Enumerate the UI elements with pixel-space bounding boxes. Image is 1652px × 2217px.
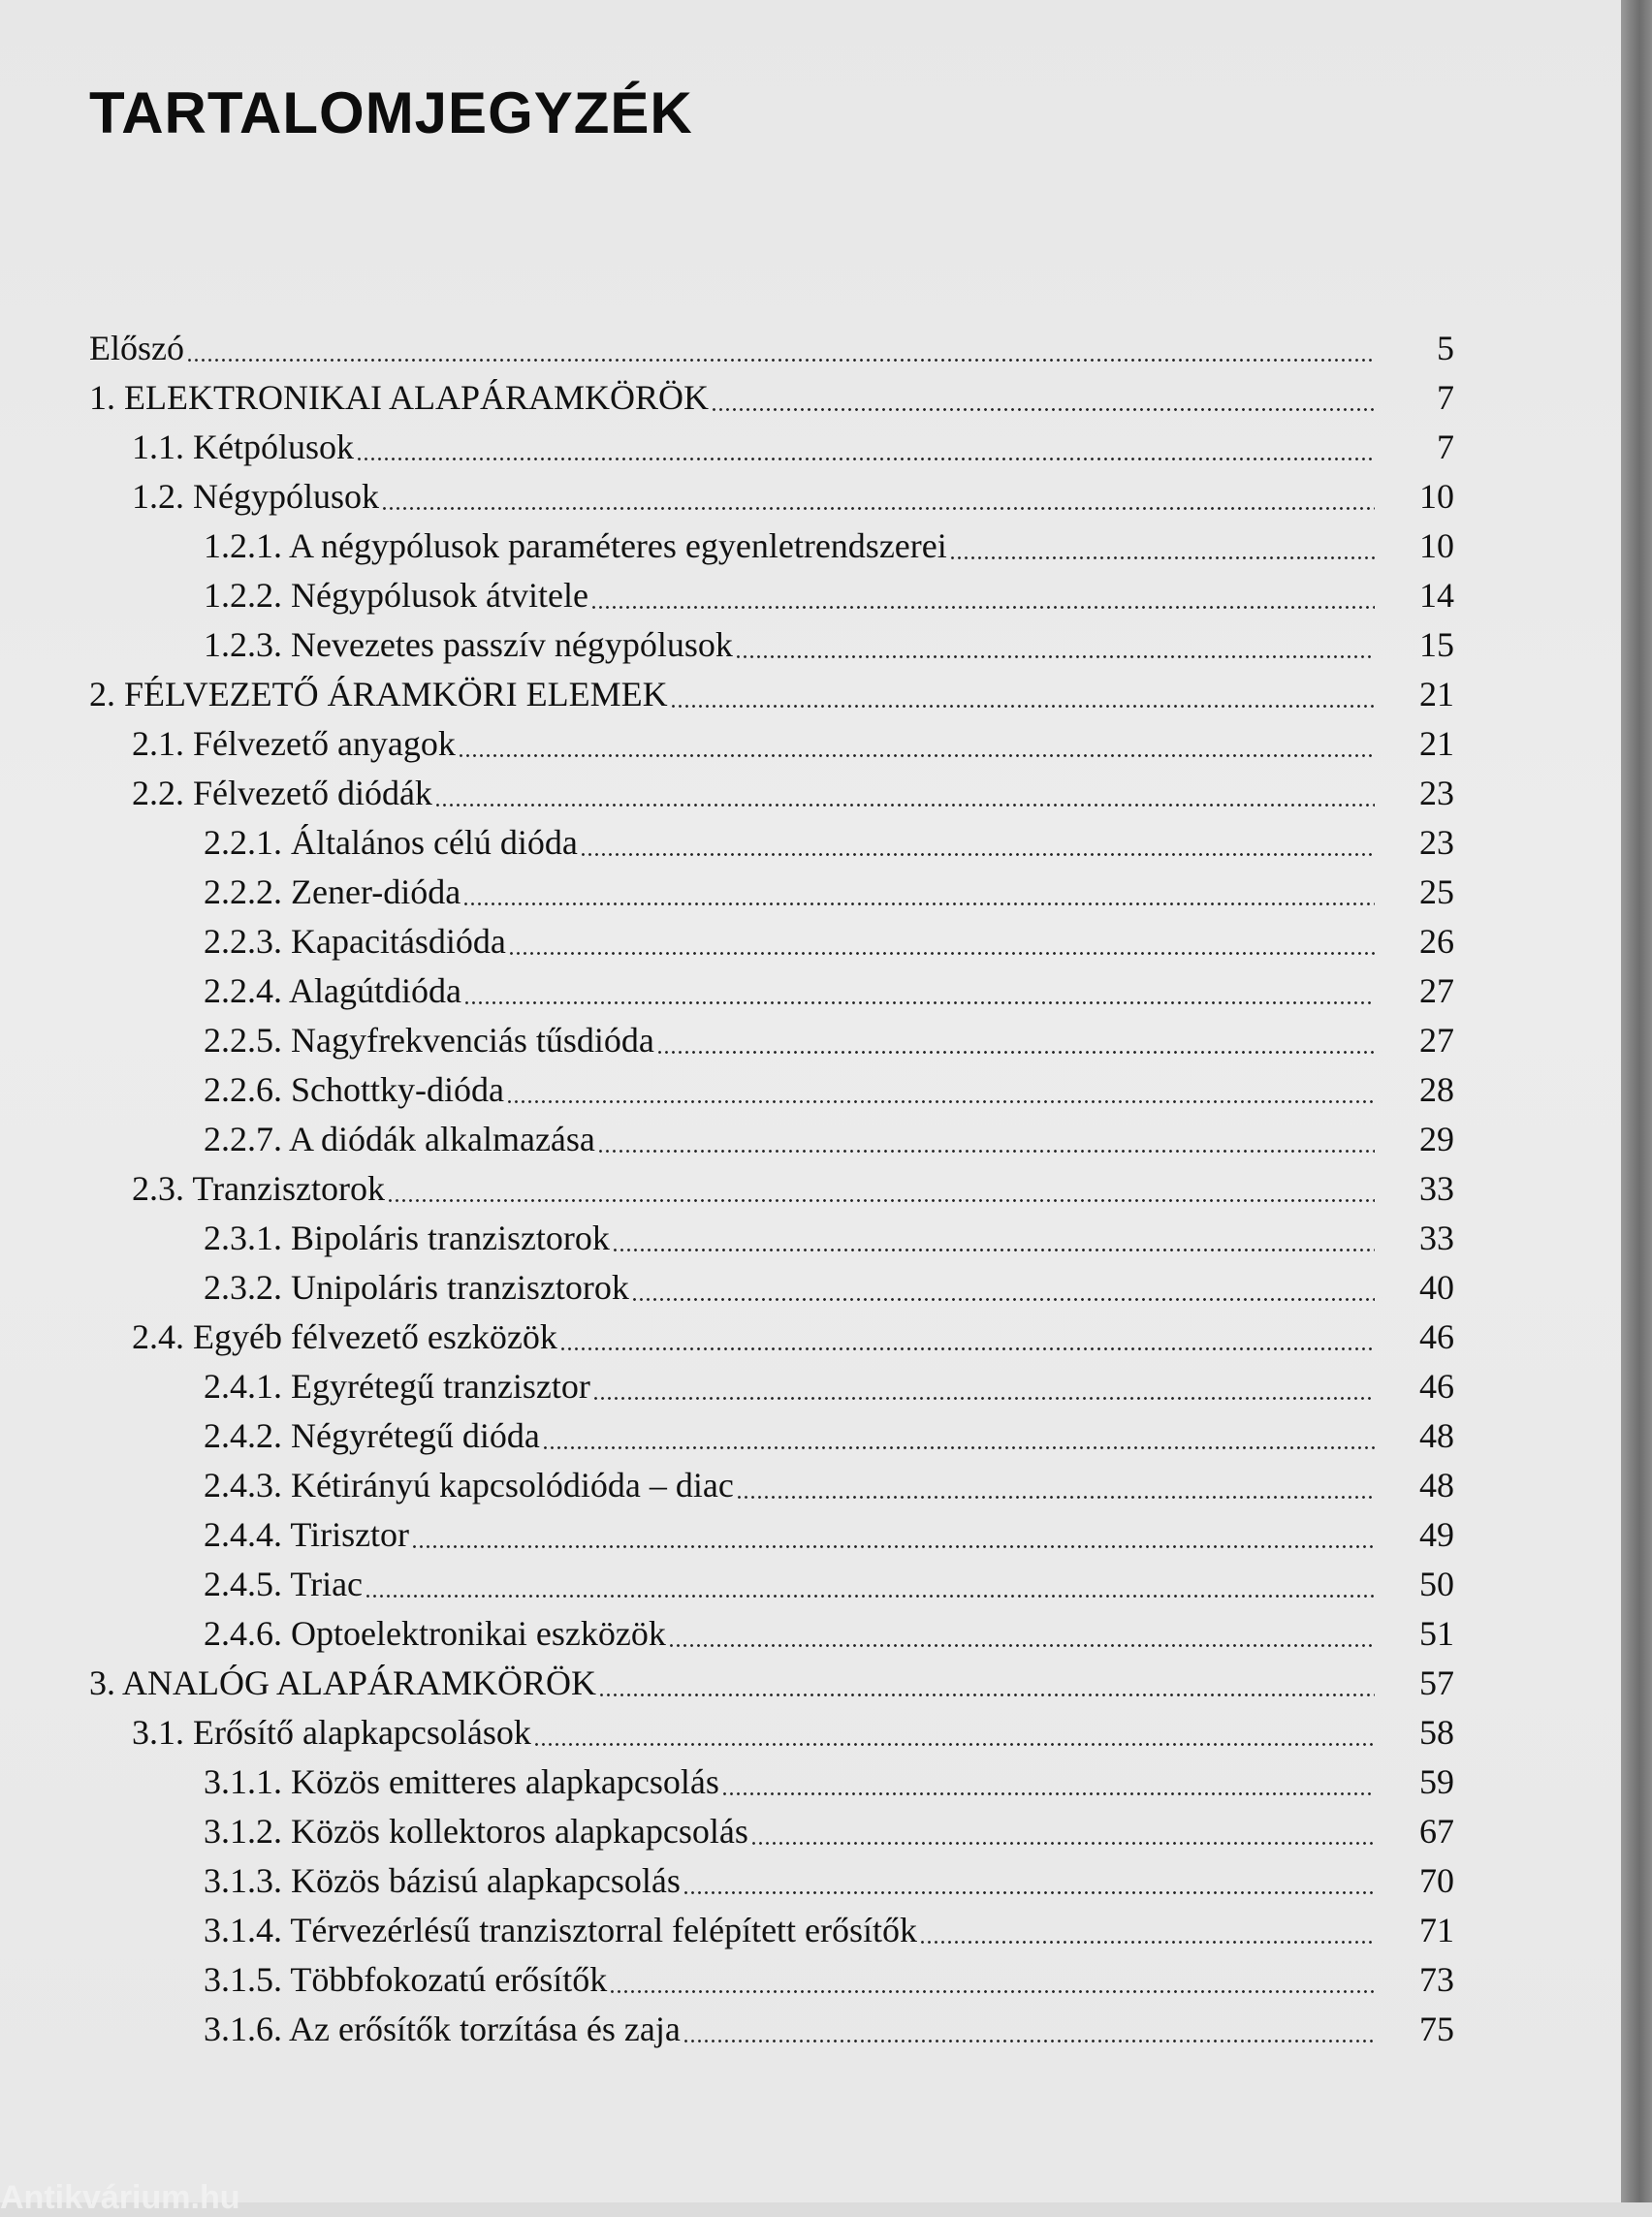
toc-entry-label: 1. ELEKTRONIKAI ALAPÁRAMKÖRÖK <box>89 378 709 417</box>
toc-entry <box>0 1362 1621 1411</box>
toc-entry-label: 2.2.4. Alagútdióda <box>204 971 461 1010</box>
toc-page-number: 23 <box>1419 823 1454 862</box>
toc-page-number: 21 <box>1419 724 1454 763</box>
toc-dot-leader <box>735 620 1375 670</box>
toc-entry-label: 2.4.4. Tirisztor <box>204 1515 410 1554</box>
toc-dot-leader <box>434 769 1375 818</box>
toc-dot-leader <box>590 571 1375 620</box>
toc-entry <box>0 571 1621 620</box>
toc-page-number: 5 <box>1437 329 1454 367</box>
toc-dot-leader <box>186 324 1375 373</box>
toc-page-number: 49 <box>1419 1515 1454 1554</box>
toc-dot-leader <box>609 1955 1375 2005</box>
toc-entry-label: 2.2.7. A diódák alkalmazása <box>204 1120 595 1158</box>
toc-entry-label: 1.2.1. A négypólusok paraméteres egyenletrendszerei <box>204 526 947 565</box>
toc-dot-leader <box>711 373 1375 423</box>
page-edge <box>1621 0 1652 2202</box>
toc-entry-label: 2.4.5. Triac <box>204 1565 364 1603</box>
toc-entry-label: 2.4. Egyéb félvezető eszközök <box>132 1317 557 1356</box>
toc-dot-leader <box>592 1362 1375 1411</box>
toc-entry <box>0 423 1621 472</box>
toc-entry <box>0 1807 1621 1856</box>
toc-entry <box>0 1708 1621 1758</box>
toc-dot-leader <box>949 522 1375 571</box>
toc-entry <box>0 1659 1621 1708</box>
toc-entry <box>0 1758 1621 1807</box>
toc-dot-leader <box>411 1510 1375 1560</box>
toc-entry <box>0 868 1621 917</box>
toc-dot-leader <box>580 818 1375 868</box>
toc-page-number: 57 <box>1419 1663 1454 1702</box>
toc-entry <box>0 1214 1621 1263</box>
toc-entry-label: 3.1.2. Közös kollektoros alapkapcsolás <box>204 1812 748 1851</box>
toc-entry <box>0 1016 1621 1065</box>
toc-entry <box>0 966 1621 1016</box>
toc-dot-leader <box>356 423 1375 472</box>
toc-dot-leader <box>381 472 1375 522</box>
toc-entry <box>0 1560 1621 1609</box>
toc-entry-label: 2.4.2. Négyrétegű dióda <box>204 1416 540 1455</box>
toc-page-number: 75 <box>1419 2010 1454 2048</box>
toc-entry-label: Előszó <box>89 329 184 367</box>
toc-entry-label: 2.2.3. Kapacitásdióda <box>204 922 506 961</box>
toc-list <box>0 324 1621 2054</box>
toc-page-number: 27 <box>1419 1021 1454 1060</box>
toc-dot-leader <box>462 868 1375 917</box>
toc-entry-label: 2.2.5. Nagyfrekvenciás tűsdióda <box>204 1021 654 1060</box>
toc-entry-label: 2.2.6. Schottky-dióda <box>204 1070 504 1109</box>
toc-entry-label: 2.3.1. Bipoláris tranzisztorok <box>204 1219 610 1257</box>
toc-page-number: 25 <box>1419 872 1454 911</box>
toc-page-number: 50 <box>1419 1565 1454 1603</box>
toc-entry-label: 3.1.6. Az erősítők torzítása és zaja <box>204 2010 681 2048</box>
toc-page-number: 26 <box>1419 922 1454 961</box>
toc-page-number: 46 <box>1419 1367 1454 1406</box>
toc-entry <box>0 769 1621 818</box>
toc-dot-leader <box>919 1906 1375 1955</box>
toc-entry <box>0 1955 1621 2005</box>
toc-entry-label: 3.1.3. Közös bázisú alapkapcsolás <box>204 1861 681 1900</box>
toc-entry-label: 1.2. Négypólusok <box>132 477 379 516</box>
toc-dot-leader <box>750 1807 1375 1856</box>
toc-entry <box>0 1609 1621 1659</box>
toc-entry <box>0 1263 1621 1313</box>
watermark-text: Antikvárium.hu <box>0 2179 240 2216</box>
toc-dot-leader <box>506 1065 1375 1115</box>
toc-page-number: 27 <box>1419 971 1454 1010</box>
toc-dot-leader <box>542 1411 1375 1461</box>
toc-page-number: 10 <box>1419 477 1454 516</box>
toc-dot-leader <box>387 1164 1375 1214</box>
toc-entry-label: 2.3. Tranzisztorok <box>132 1169 385 1208</box>
toc-entry <box>0 719 1621 769</box>
toc-dot-leader <box>458 719 1375 769</box>
toc-dot-leader <box>559 1313 1375 1362</box>
toc-page-number: 58 <box>1419 1713 1454 1752</box>
toc-dot-leader <box>736 1461 1375 1510</box>
toc-entry-label: 2.2. Félvezető diódák <box>132 774 432 812</box>
toc-entry-label: 1.2.3. Nevezetes passzív négypólusok <box>204 625 733 664</box>
toc-dot-leader <box>668 1609 1375 1659</box>
toc-page-number: 51 <box>1419 1614 1454 1653</box>
toc-dot-leader <box>631 1263 1375 1313</box>
toc-dot-leader <box>612 1214 1375 1263</box>
toc-entry-label: 2.1. Félvezető anyagok <box>132 724 456 763</box>
toc-page-number: 40 <box>1419 1268 1454 1307</box>
toc-entry <box>0 620 1621 670</box>
toc-entry <box>0 1164 1621 1214</box>
toc-page-number: 48 <box>1419 1466 1454 1504</box>
toc-entry-label: 3.1.1. Közös emitteres alapkapcsolás <box>204 1762 719 1801</box>
toc-entry-label: 3.1.5. Többfokozatú erősítők <box>204 1960 608 1999</box>
toc-page-number: 33 <box>1419 1219 1454 1257</box>
toc-entry <box>0 917 1621 966</box>
toc-dot-leader <box>597 1115 1375 1164</box>
toc-entry-label: 2.3.2. Unipoláris tranzisztorok <box>204 1268 629 1307</box>
toc-entry <box>0 1510 1621 1560</box>
toc-entry-label: 2.2.1. Általános célú dióda <box>204 823 578 862</box>
toc-entry-label: 3.1.4. Térvezérlésű tranzisztorral felépített erősítők <box>204 1911 918 1949</box>
toc-entry-label: 2.4.3. Kétirányú kapcsolódióda – diac <box>204 1466 734 1504</box>
toc-entry <box>0 1313 1621 1362</box>
toc-page-number: 67 <box>1419 1812 1454 1851</box>
toc-page-number: 14 <box>1419 576 1454 615</box>
toc-entry <box>0 1461 1621 1510</box>
toc-entry <box>0 522 1621 571</box>
toc-entry-label: 2.2.2. Zener-dióda <box>204 872 461 911</box>
toc-entry <box>0 324 1621 373</box>
toc-page-number: 7 <box>1437 428 1454 466</box>
toc-page-number: 15 <box>1419 625 1454 664</box>
toc-page-number: 73 <box>1419 1960 1454 1999</box>
toc-dot-leader <box>721 1758 1375 1807</box>
toc-page-number: 29 <box>1419 1120 1454 1158</box>
toc-dot-leader <box>463 966 1375 1016</box>
toc-page-number: 59 <box>1419 1762 1454 1801</box>
toc-entry <box>0 1856 1621 1906</box>
toc-page-number: 71 <box>1419 1911 1454 1949</box>
toc-dot-leader <box>508 917 1375 966</box>
toc-entry-label: 1.2.2. Négypólusok átvitele <box>204 576 588 615</box>
toc-entry-label: 3. ANALÓG ALAPÁRAMKÖRÖK <box>89 1663 597 1702</box>
toc-dot-leader <box>365 1560 1375 1609</box>
toc-entry-label: 3.1. Erősítő alapkapcsolások <box>132 1713 531 1752</box>
toc-dot-leader <box>533 1708 1375 1758</box>
toc-entry-label: 1.1. Kétpólusok <box>132 428 354 466</box>
toc-entry <box>0 373 1621 423</box>
toc-entry <box>0 1906 1621 1955</box>
toc-entry-label: 2.4.6. Optoelektronikai eszközök <box>204 1614 666 1653</box>
toc-entry-label: 2. FÉLVEZETŐ ÁRAMKÖRI ELEMEK <box>89 675 668 713</box>
toc-page-number: 7 <box>1437 378 1454 417</box>
toc-heading: TARTALOMJEGYZÉK <box>89 80 693 145</box>
toc-page-number: 10 <box>1419 526 1454 565</box>
toc-dot-leader <box>598 1659 1375 1708</box>
toc-entry <box>0 472 1621 522</box>
toc-page-number: 23 <box>1419 774 1454 812</box>
toc-page-number: 28 <box>1419 1070 1454 1109</box>
toc-entry <box>0 1411 1621 1461</box>
toc-entry <box>0 2005 1621 2054</box>
toc-entry <box>0 670 1621 719</box>
toc-page-number: 48 <box>1419 1416 1454 1455</box>
toc-page-number: 70 <box>1419 1861 1454 1900</box>
toc-entry-label: 2.4.1. Egyrétegű tranzisztor <box>204 1367 590 1406</box>
toc-dot-leader <box>683 1856 1375 1906</box>
toc-dot-leader <box>656 1016 1375 1065</box>
toc-dot-leader <box>670 670 1375 719</box>
toc-dot-leader <box>683 2005 1375 2054</box>
toc-page-number: 33 <box>1419 1169 1454 1208</box>
toc-entry <box>0 818 1621 868</box>
toc-page-number: 21 <box>1419 675 1454 713</box>
toc-entry <box>0 1115 1621 1164</box>
toc-entry <box>0 1065 1621 1115</box>
toc-page-number: 46 <box>1419 1317 1454 1356</box>
